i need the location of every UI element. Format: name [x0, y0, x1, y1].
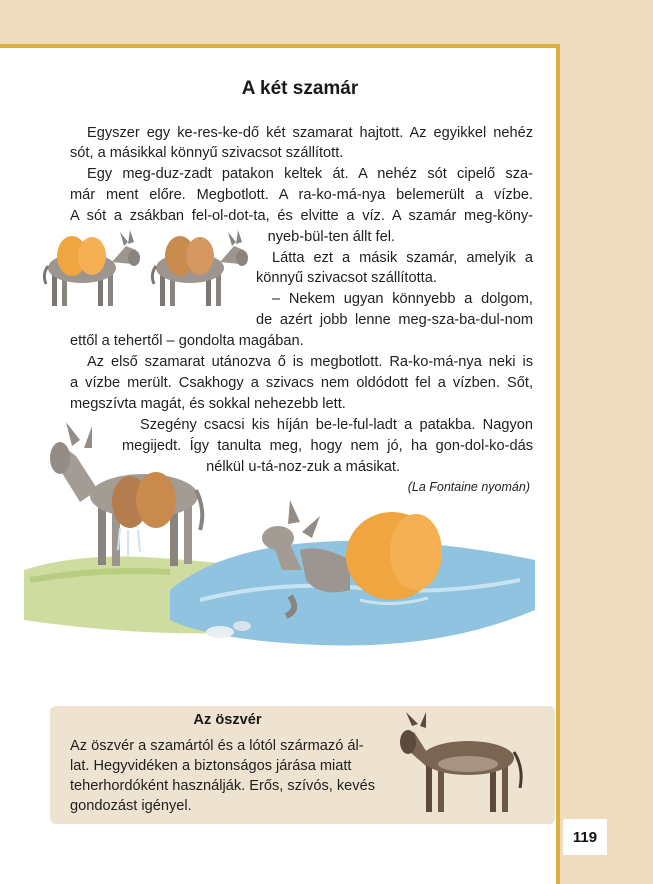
donkey-sponge-illustration — [152, 230, 248, 306]
story-line: sót, a másikkal könnyű szivacsot szállított. — [70, 145, 344, 161]
attribution: (La Fontaine nyomán) — [407, 480, 530, 494]
info-box-line: Az öszvér a szamártól és a lótól származó ál- — [70, 738, 364, 754]
story-line: A sót a zsákban fel-ol-dot-ta, és elvitte a víz. A szamár meg-köny- — [70, 208, 533, 224]
story-line: Egyszer egy ke-res-ke-dő két szamarat hajtott. Az egyikkel nehéz — [87, 125, 533, 141]
story-line: nyeb-bül-ten állt fel. — [267, 229, 395, 245]
story-line: ettől a tehertől – gondolta magában. — [70, 333, 304, 349]
story-line: – Nekem ugyan könnyebb a dolgom, — [272, 291, 533, 307]
story-line: Az első szamarat utánozva ő is megbotlott. Ra-ko-má-nya neki is — [87, 354, 533, 370]
story-line: a vízbe merült. Csakhogy a szivacs nem oldódott fel a vízben. Sőt, — [70, 375, 533, 391]
stream-scene-illustration — [20, 420, 540, 660]
story-line: de azért jobb lenne meg-sza-ba-dul-nom — [256, 312, 533, 328]
story-line: megijedt. Így tanulta meg, hogy nem jó, ha gon-dol-ko-dás — [122, 438, 533, 454]
story-line: Egy meg-duz-zadt patakon keltek át. A nehéz sót cipelő sza- — [87, 166, 533, 182]
story-line: könnyű szivacsot szállította. — [256, 270, 437, 286]
story-line: nélkül u-tá-noz-zuk a másikat. — [206, 459, 400, 475]
info-box-line: gondozást igényel. — [70, 798, 192, 814]
standing-donkey-illustration — [50, 422, 202, 566]
story-line: Látta ezt a másik szamár, amelyik a — [272, 250, 533, 266]
story-line: megszívta magát, és sokkal nehezebb lett. — [70, 396, 346, 412]
page-number: 119 — [563, 819, 607, 855]
info-box-line: lat. Hegyvidéken a biztonságos járása miatt — [70, 758, 352, 774]
info-box-line: teherhordóként használják. Erős, szívós, kevés — [70, 778, 376, 794]
info-box-title: Az öszvér — [193, 712, 262, 728]
mule-illustration — [398, 712, 538, 816]
story-title: A két szamár — [241, 78, 359, 99]
story-line: már ment előre. Megbotlott. A ra-ko-má-nya belemerült a vízbe. — [70, 187, 533, 203]
story-line: Szegény csacsi kis híján be-le-ful-ladt a patakba. Nagyon — [140, 417, 533, 433]
donkey-salt-illustration — [44, 230, 140, 306]
two-donkeys-illustration — [40, 228, 255, 313]
